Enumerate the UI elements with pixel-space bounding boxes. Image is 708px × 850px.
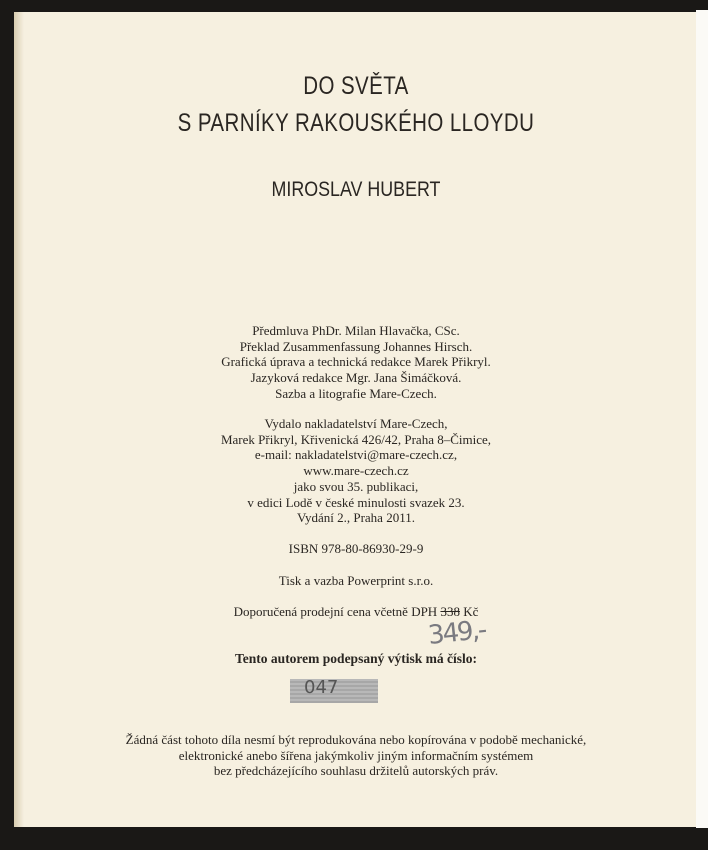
price-line [14, 604, 698, 620]
disclaimer-line: elektronické anebo šířena jakýmkoliv jiným informačním systémem [178, 747, 534, 763]
price-prefix: Doporučená prodejní cena včetně DPH [233, 604, 441, 619]
publisher-line: www.mare-czech.cz [303, 463, 409, 479]
publisher-line: jako svou 35. publikaci, [293, 478, 419, 494]
disclaimer-line: Žádná část tohoto díla nesmí být reprodukována nebo kopírována v podobě mechanické, [125, 732, 587, 747]
publisher-line: v edici Lodě v české minulosti svazek 23. [247, 494, 465, 510]
copyright-disclaimer [14, 732, 698, 779]
book-title-line-2: S PARNÍKY RAKOUSKÉHO LLOYDU [177, 109, 535, 137]
price-suffix: Kč [459, 604, 479, 619]
printer: Tisk a vazba Powerprint s.r.o. [278, 573, 434, 588]
credit-line: Jazyková redakce Mgr. Jana Šimáčková. [250, 370, 462, 386]
copy-number: 047 [304, 677, 339, 698]
price-old: 338 [440, 604, 460, 619]
book-title-line-1: DO SVĚTA [303, 72, 409, 100]
publisher-line: Vydalo nakladatelství Mare-Czech, [264, 416, 448, 431]
copy-number-box [290, 679, 378, 703]
author-name: MIROSLAV HUBERT [271, 178, 441, 201]
credit-line: Překlad Zusammenfassung Johannes Hirsch. [239, 338, 473, 354]
credit-line: Sazba a litografie Mare-Czech. [275, 385, 437, 401]
credit-line: Předmluva PhDr. Milan Hlavačka, CSc. [252, 323, 460, 338]
publisher-line: e-mail: nakladatelstvi@mare-czech.cz, [254, 447, 458, 463]
isbn: ISBN 978-80-86930-29-9 [288, 541, 424, 556]
credits [14, 323, 698, 402]
signed-copy-label: Tento autorem podepsaný výtisk má číslo: [235, 651, 477, 666]
handwritten-price: 349,- [426, 615, 487, 651]
publisher-line: Marek Přikryl, Křivenická 426/42, Praha 8–Čimice, [220, 431, 492, 447]
disclaimer-line: bez předcházejícího souhlasu držitelů autorských práv. [213, 763, 499, 779]
publisher-line: Vydání 2., Praha 2011. [297, 510, 415, 526]
publisher-info [14, 416, 698, 526]
credit-line: Grafická úprava a technická redakce Marek Přikryl. [221, 354, 491, 370]
